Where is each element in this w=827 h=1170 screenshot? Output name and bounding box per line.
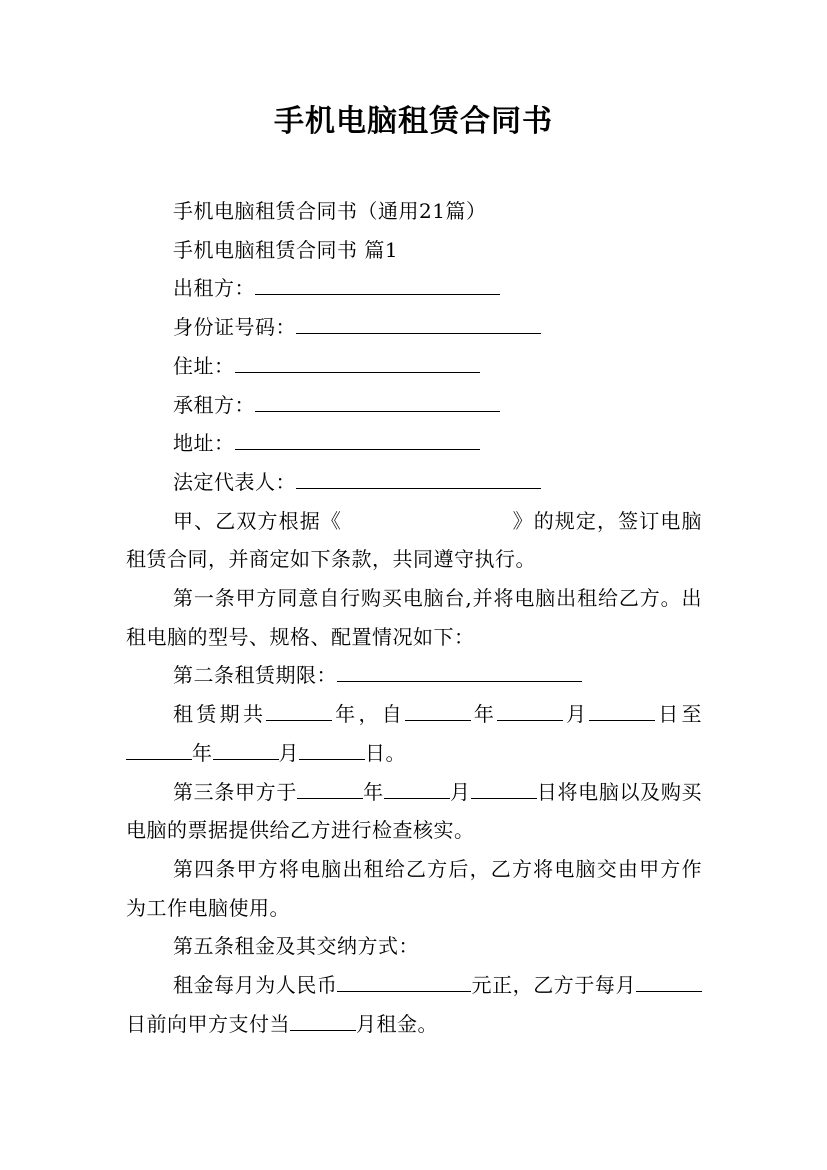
article-1: 第一条甲方同意自行购买电脑台,并将电脑出租给乙方。出租电脑的型号、规格、配置情况如下： [126, 586, 702, 649]
address2-blank [235, 429, 480, 450]
legal-rep-line [126, 463, 702, 502]
term-text-a: 租赁期共 [173, 702, 267, 727]
end-year-blank [126, 739, 192, 760]
id-number-blank [296, 313, 541, 334]
address1-blank [235, 352, 480, 373]
legal-rep-label: 法定代表人： [173, 469, 296, 494]
article-3-day-blank [471, 778, 537, 799]
intro-paragraph [126, 502, 702, 579]
address1-line [126, 347, 702, 386]
intro-text-a: 甲、乙双方根据《 [173, 508, 342, 533]
term-text-g: 月 [278, 740, 299, 765]
article-2-label: 第二条租赁期限： [173, 663, 337, 688]
legal-rep-blank [296, 468, 541, 489]
rent-month-blank [290, 1010, 356, 1031]
start-day-blank [589, 700, 655, 721]
rent-text-c: 日前向甲方支付当 [126, 1011, 290, 1036]
article-2-line [126, 656, 702, 695]
start-year-blank [405, 700, 471, 721]
term-text-b: 年，自 [332, 702, 406, 727]
lessor-blank [255, 274, 500, 295]
lessee-blank [255, 391, 500, 412]
rent-text-d: 月租金。 [356, 1011, 438, 1036]
article-2-blank [337, 661, 582, 682]
rent-day-blank [636, 971, 702, 992]
end-day-blank [299, 739, 365, 760]
document-title: 手机电脑租赁合同书 [274, 104, 553, 139]
id-number-label: 身份证号码： [173, 315, 296, 340]
term-text-h: 日。 [365, 740, 406, 765]
article-5: 第五条租金及其交纳方式： [173, 934, 419, 959]
article-3-text-d: 日将电脑以及购买电脑的票据提供给乙方进行检查核实。 [126, 779, 703, 843]
lessor-label: 出租方： [173, 276, 255, 301]
address2-label: 地址： [173, 431, 235, 456]
lessee-line [126, 386, 702, 425]
id-number-line [126, 308, 702, 347]
term-text-f: 年 [192, 740, 213, 765]
article-3-month-blank [384, 778, 450, 799]
start-month-blank [497, 700, 563, 721]
end-month-blank [213, 739, 279, 760]
rent-paragraph [126, 966, 702, 1043]
article-4: 第四条甲方将电脑出租给乙方后，乙方将电脑交由甲方作为工作电脑使用。 [126, 856, 702, 920]
term-text-d: 月 [563, 702, 590, 727]
address2-line [126, 424, 702, 463]
section-heading: 手机电脑租赁合同书 篇1 [173, 237, 399, 262]
article-3-text-b: 年 [363, 779, 384, 804]
lessor-line [126, 269, 702, 308]
document-body [126, 192, 702, 1043]
article-3-text-c: 月 [449, 779, 471, 804]
article-3-year-blank [297, 778, 363, 799]
term-text-c: 年 [471, 702, 498, 727]
intro-text-b: 》的规定，签订电脑租赁合同，并商定如下条款，共同遵守执行。 [126, 508, 703, 572]
term-paragraph [126, 695, 702, 772]
article-3-text-a: 第三条甲方于 [173, 779, 297, 804]
article-3 [126, 773, 702, 850]
subtitle-line: 手机电脑租赁合同书（通用21篇） [173, 199, 487, 223]
lessee-label: 承租方： [173, 392, 255, 417]
term-years-blank [266, 700, 332, 721]
address1-label: 住址： [173, 353, 235, 378]
term-text-e: 日至 [655, 702, 703, 727]
rent-text-a: 租金每月为人民币 [173, 973, 338, 998]
rent-text-b: 元正，乙方于每月 [471, 973, 637, 998]
rent-amount-blank [337, 971, 471, 992]
